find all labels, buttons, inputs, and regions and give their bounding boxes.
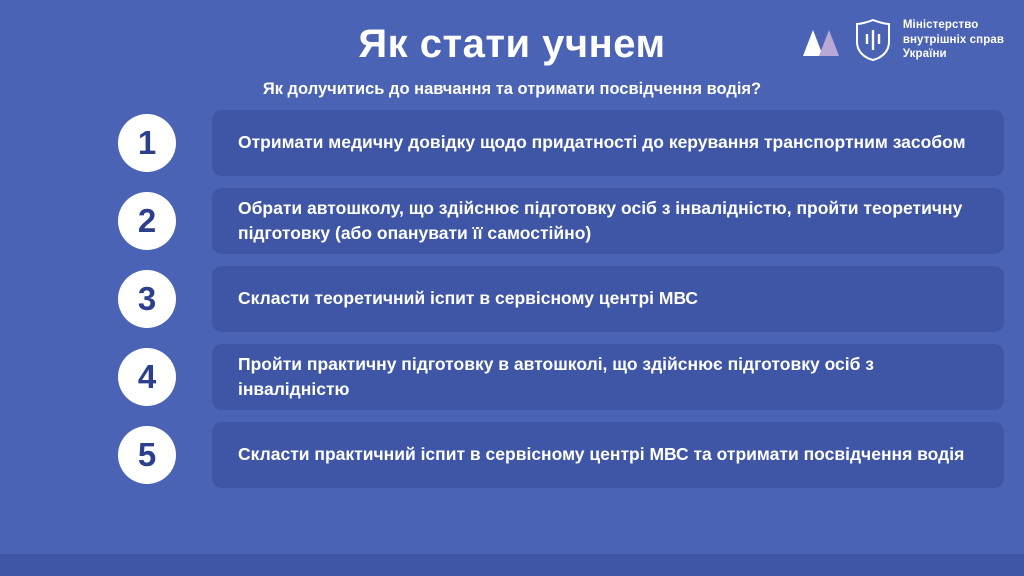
step-text: Отримати медичну довідку щодо придатності до керування транспортним засобом xyxy=(238,132,966,153)
list-item xyxy=(0,422,1024,488)
page-title: Як стати учнем xyxy=(358,22,666,66)
step-bar xyxy=(212,344,1004,410)
step-number-badge: 4 xyxy=(118,348,176,406)
step-text: Скласти теоретичний іспит в сервісному центрі МВС xyxy=(238,288,699,309)
list-item xyxy=(0,266,1024,332)
list-item xyxy=(0,344,1024,410)
step-bar xyxy=(212,422,1004,488)
step-bar xyxy=(212,188,1004,254)
list-item xyxy=(0,188,1024,254)
step-text: Пройти практичну підготовку в автошколі, що здійснює підготовку осіб з інвалідністю xyxy=(238,353,874,399)
step-number-badge: 1 xyxy=(118,114,176,172)
bottom-strip xyxy=(0,554,1024,576)
ministry-line-3: України xyxy=(902,48,947,61)
step-text: Обрати автошколу, що здійснює підготовку осіб з інвалідністю, пройти теоретичну підготовку (або опанувати її самостійно) xyxy=(238,197,963,243)
step-number-badge: 5 xyxy=(118,426,176,484)
step-bar xyxy=(212,110,1004,176)
list-item xyxy=(0,110,1024,176)
steps-list xyxy=(0,110,1024,500)
step-number-badge: 2 xyxy=(118,192,176,250)
ministry-line-1: Міністерство xyxy=(902,19,979,32)
ministry-line-2: внутрішніх справ xyxy=(902,33,1004,46)
step-text: Скласти практичний іспит в сервісному центрі МВС та отримати посвідчення водія xyxy=(238,444,965,465)
page-subtitle: Як долучитись до навчання та отримати посвідчення водія? xyxy=(262,80,762,98)
step-number-badge: 3 xyxy=(118,270,176,328)
step-bar xyxy=(212,266,1004,332)
